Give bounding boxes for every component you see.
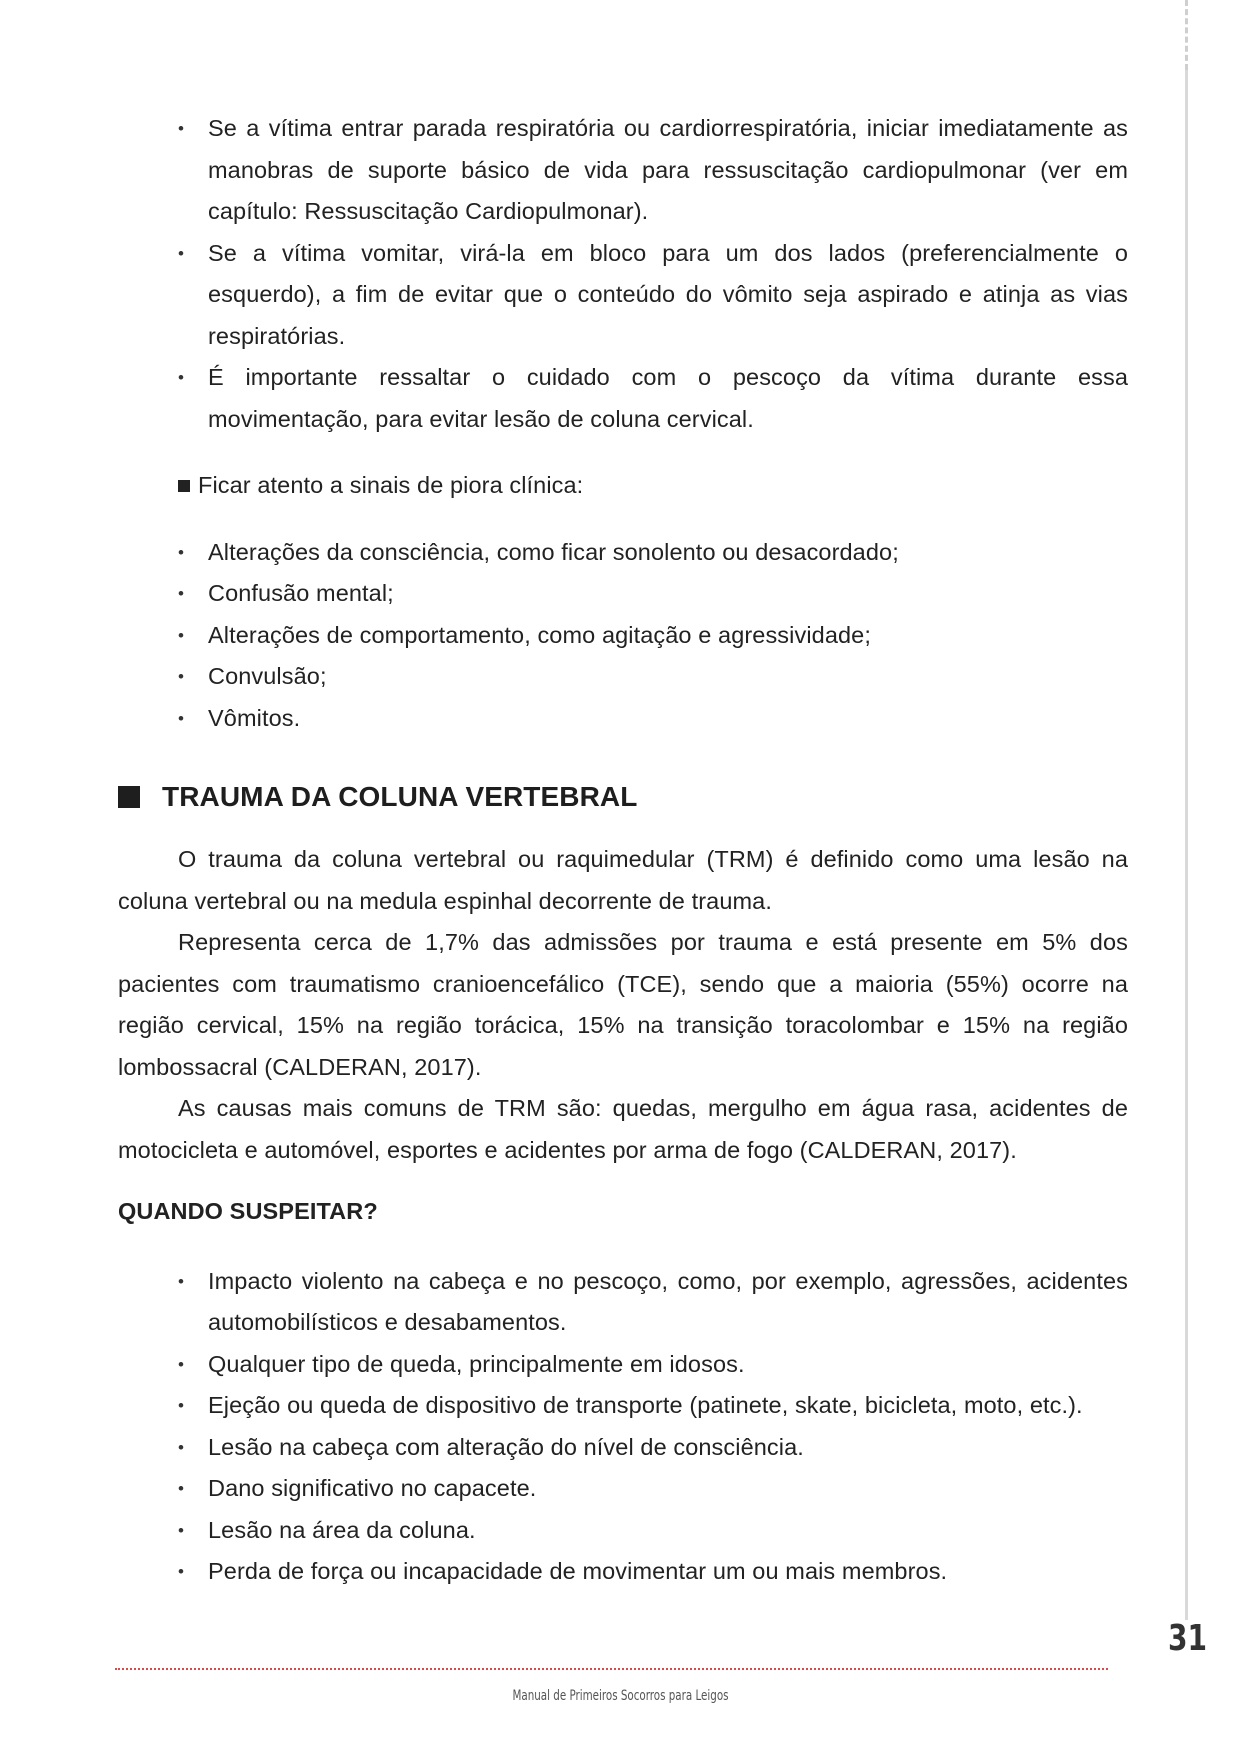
section-title-text: TRAUMA DA COLUNA VERTEBRAL: [162, 781, 638, 812]
page-edge-rule: [1185, 0, 1188, 1620]
list-item: • Impacto violento na cabeça e no pescoço, como, por exemplo, agressões, acidentes automobilísticos e desabamentos.: [118, 1261, 1128, 1344]
square-note-text: Ficar atento a sinais de piora clínica:: [198, 472, 584, 498]
page-number: 31: [1168, 1618, 1208, 1659]
square-bullet-icon: [178, 480, 190, 492]
section-square-icon: [118, 786, 140, 808]
list-item: • Qualquer tipo de queda, principalmente em idosos.: [118, 1344, 1128, 1386]
list-item: • Dano significativo no capacete.: [118, 1468, 1128, 1510]
paragraph: Representa cerca de 1,7% das admissões por trauma e está presente em 5% dos pacientes com traumatismo cranioencefálico (TCE), sendo que a maioria (55%) ocorre na região cervical, 15% na região torácica, 15% na transição toracolombar e 15% na região lombossacral (CALDERAN, 2017).: [118, 929, 1128, 1080]
footer-divider: [115, 1668, 1108, 1670]
subheading: QUANDO SUSPEITAR?: [118, 1198, 378, 1224]
list-item: • Convulsão;: [118, 656, 1128, 698]
page-content: [118, 108, 1128, 1593]
list-item: • É importante ressaltar o cuidado com o pescoço da vítima durante essa movimentação, para evitar lesão de coluna cervical.: [118, 357, 1128, 440]
paragraph: As causas mais comuns de TRM são: quedas, mergulho em água rasa, acidentes de motocicleta e automóvel, esportes e acidentes por arma de fogo (CALDERAN, 2017).: [118, 1095, 1128, 1163]
bullet-list-first-aid: [118, 108, 1128, 440]
bullet-list-warning-signs: [118, 532, 1128, 740]
list-item: • Se a vítima vomitar, virá-la em bloco para um dos lados (preferencialmente o esquerdo), a fim de evitar que o conteúdo do vômito seja aspirado e atinja as vias respiratórias.: [118, 233, 1128, 358]
list-item: • Alterações de comportamento, como agitação e agressividade;: [118, 615, 1128, 657]
list-item: • Confusão mental;: [118, 573, 1128, 615]
list-item: • Lesão na cabeça com alteração do nível de consciência.: [118, 1427, 1128, 1469]
list-item: • Lesão na área da coluna.: [118, 1510, 1128, 1552]
list-item: • Se a vítima entrar parada respiratória ou cardiorrespiratória, iniciar imediatamente as manobras de suporte básico de vida para ressuscitação cardiopulmonar (ver em capítulo: Ressuscitação Cardiopulmonar).: [118, 108, 1128, 233]
list-item: • Perda de força ou incapacidade de movimentar um ou mais membros.: [118, 1551, 1128, 1593]
section-title: [118, 777, 1128, 817]
bullet-list-suspect: [118, 1261, 1128, 1593]
list-item: • Vômitos.: [118, 698, 1128, 740]
page-edge-rule-dashed: [1185, 0, 1188, 70]
footer-title: Manual de Primeiros Socorros para Leigos: [512, 1688, 729, 1704]
paragraph: O trauma da coluna vertebral ou raquimedular (TRM) é definido como uma lesão na coluna vertebral ou na medula espinhal decorrente de trauma.: [118, 846, 1128, 914]
list-item: • Ejeção ou queda de dispositivo de transporte (patinete, skate, bicicleta, moto, etc.).: [118, 1385, 1128, 1427]
square-bullet-note: [178, 465, 1128, 507]
list-item: • Alterações da consciência, como ficar sonolento ou desacordado;: [118, 532, 1128, 574]
